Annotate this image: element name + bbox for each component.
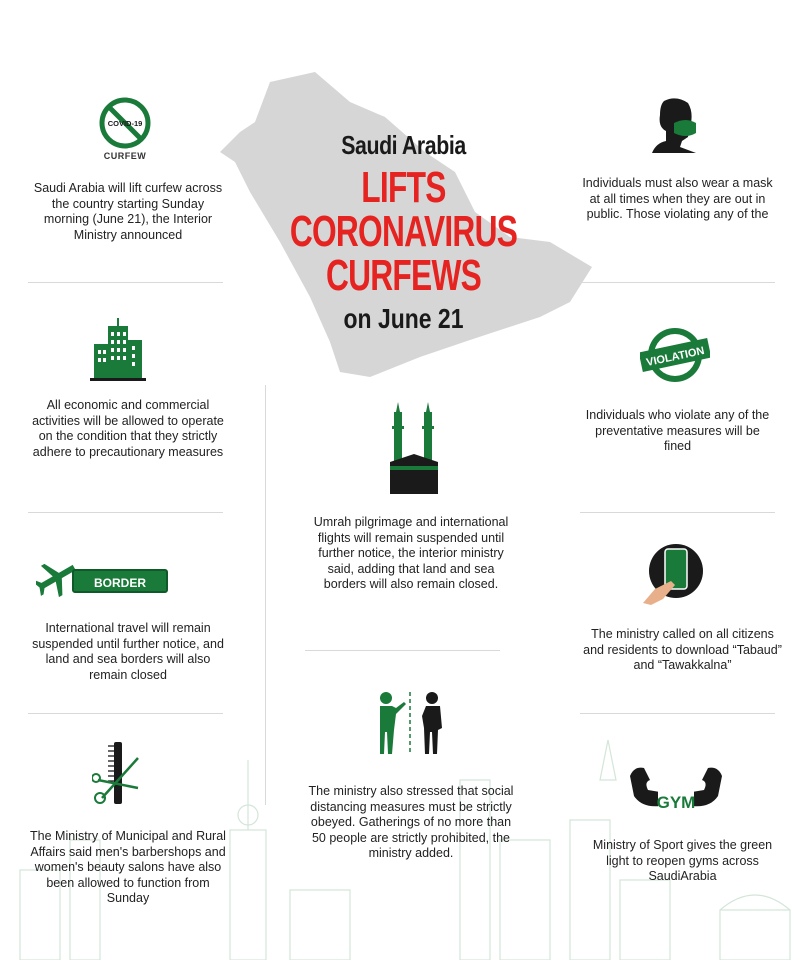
violation-text: Individuals who violate any of the preventative measures will be fined	[585, 408, 770, 453]
violation-badge-text: VIOLATION	[645, 344, 706, 369]
mask-text: Individuals must also wear a mask at all times when they are out in public. Those violating any of the	[582, 176, 773, 221]
kaaba-icon	[386, 402, 442, 496]
comb-scissors-icon	[92, 740, 144, 806]
curfew-text: Saudi Arabia will lift curfew across the country starting Sunday morning (June 21), the Interior Ministry announced	[33, 181, 223, 242]
divider	[305, 650, 500, 651]
divider	[580, 512, 775, 513]
building-icon	[90, 318, 146, 382]
phone-app-icon	[641, 543, 707, 607]
title-line-2: LIFTS	[361, 163, 446, 212]
barbershop-text: The Ministry of Municipal and Rural Affairs said men's barbershops and women's beauty salons have also been allowed to function from Sunday	[30, 829, 226, 905]
distancing-text: The ministry also stressed that social distancing measures must be strictly obeyed. Gatherings of no more than 50 people are strictly prohibited, the ministry added.	[308, 784, 514, 860]
border-closed-badge: BORDER CLOSED	[72, 569, 168, 593]
violation-icon	[640, 325, 710, 385]
divider	[28, 713, 223, 714]
business-text: All economic and commercial activities will be allowed to operate on the condition that they strictly adhere to precautionary measures	[32, 398, 224, 459]
gym-icon	[630, 766, 722, 818]
divider	[28, 512, 223, 513]
title-line-5: on June 21	[343, 303, 464, 334]
border-text: International travel will remain suspended until further notice, and land and sea borders will also remain closed	[32, 621, 224, 682]
title-line-4: CURFEWS	[325, 251, 482, 300]
social-distancing-icon	[372, 688, 454, 758]
gym-badge-text: GYM	[656, 793, 696, 812]
mask-icon	[650, 97, 698, 155]
umrah-text: Umrah pilgrimage and international flights will remain suspended until further notice, the interior ministry said, adding that land and sea borders will also remain closed.	[313, 515, 509, 591]
no-covid-icon	[97, 95, 157, 155]
no-covid-icon-label: COVID-19	[107, 119, 143, 128]
divider	[580, 282, 775, 283]
divider	[28, 282, 223, 283]
app-text: The ministry called on all citizens and residents to download “Tabaud” and “Tawakkalna”	[583, 627, 782, 672]
airplane-icon	[36, 555, 76, 601]
column-divider	[265, 385, 266, 805]
title-line-1: Saudi Arabia	[341, 130, 466, 160]
divider	[580, 713, 775, 714]
curfew-caption: CURFEW	[103, 151, 147, 161]
title-line-3: CORONAVIRUS	[289, 207, 518, 256]
gym-text: Ministry of Sport gives the green light to reopen gyms across SaudiArabia	[592, 838, 773, 883]
